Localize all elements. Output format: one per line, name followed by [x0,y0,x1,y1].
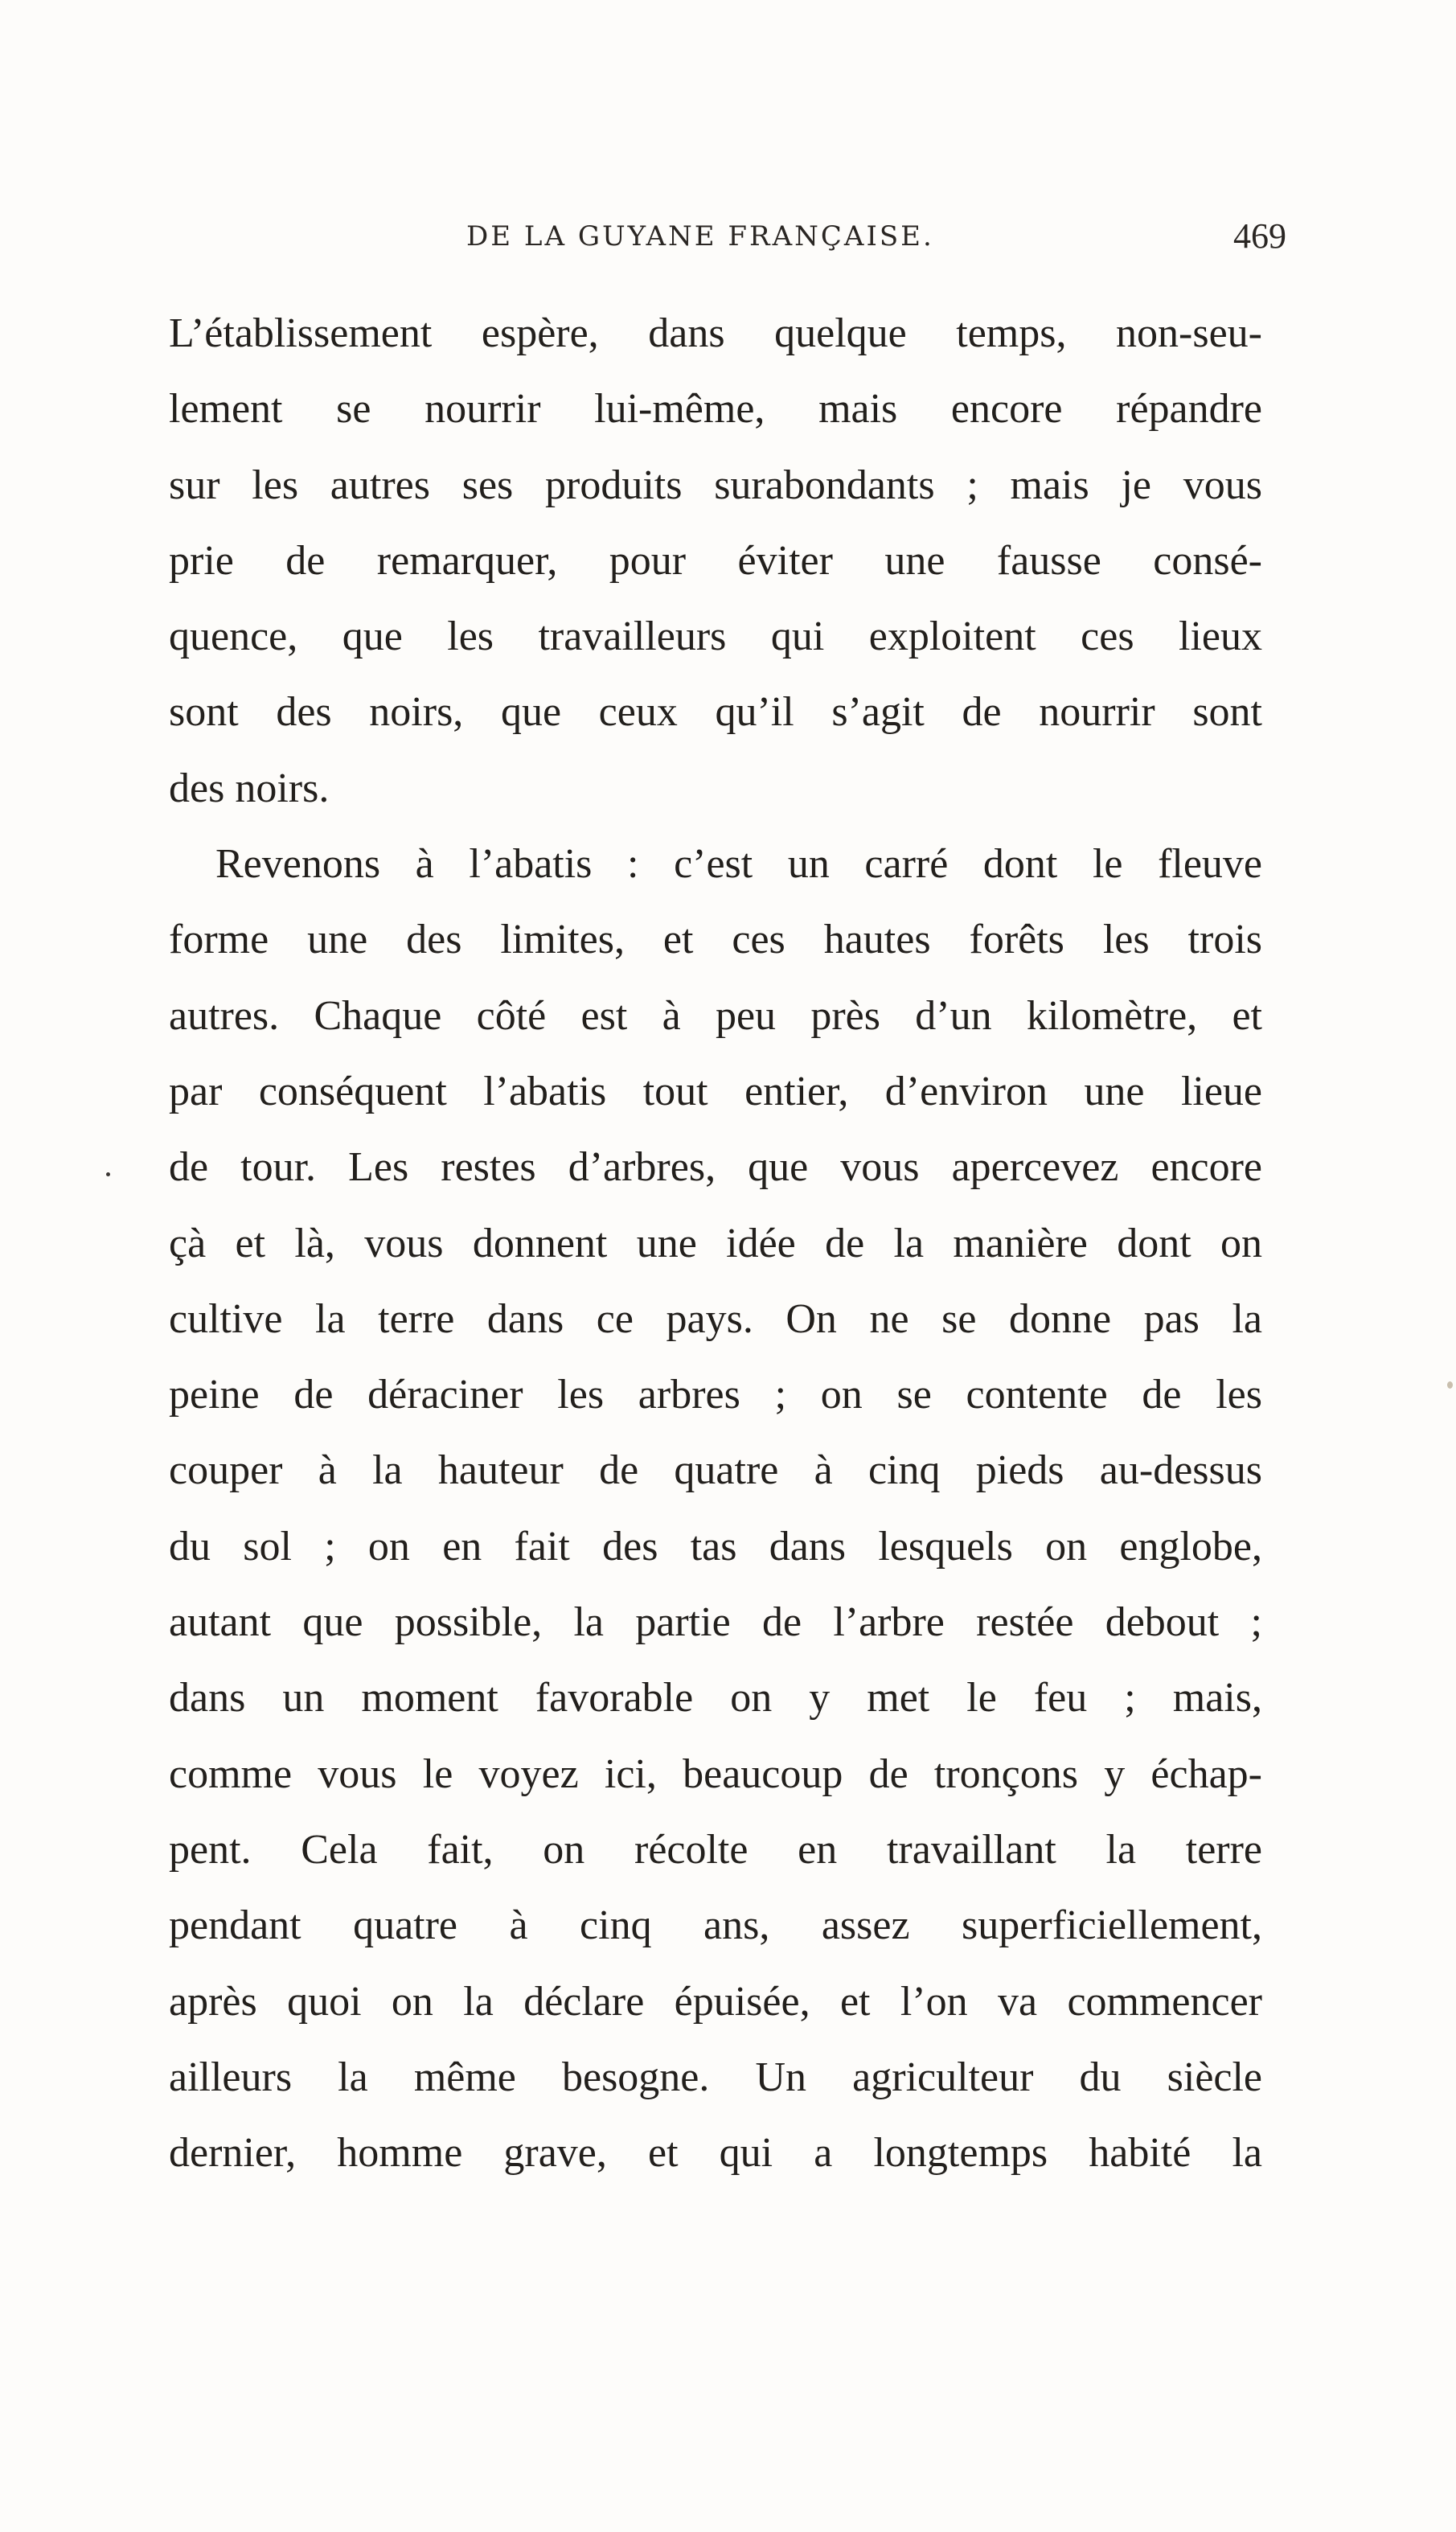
body-text [169,296,1262,2191]
ink-speck [106,1172,110,1176]
text-line: sont des noirs, que ceux qu’il s’agit de nourrir sont [169,689,1262,736]
text-line: L’établissement espère, dans quelque temps, non-seu- [169,310,1262,356]
text-line: du sol ; on en fait des tas dans lesquels on englobe, [169,1523,1262,1570]
text-line: pent. Cela fait, on récolte en travaillant la terre [169,1826,1262,1873]
text-line: couper à la hauteur de quatre à cinq pieds au-dessus [169,1447,1262,1494]
text-line: prie de remarquer, pour éviter une fausse consé- [169,537,1262,584]
text-line: autant que possible, la partie de l’arbre restée debout ; [169,1599,1262,1646]
ink-speck [1447,1381,1453,1389]
text-line: forme une des limites, et ces hautes forêts les trois [169,917,1262,963]
text-line: autres. Chaque côté est à peu près d’un kilomètre, et [169,992,1262,1039]
running-title: DE LA GUYANE FRANÇAISE. [466,220,934,252]
text-line: pendant quatre à cinq ans, assez superficiellement, [169,1902,1262,1949]
text-line: quence, que les travailleurs qui exploitent ces lieux [169,614,1262,660]
text-line: dans un moment favorable on y met le feu ; mais, [169,1675,1262,1722]
text-line: dernier, homme grave, et qui a longtemps habité la [169,2130,1262,2177]
text-line: ailleurs la même besogne. Un agriculteur du siècle [169,2054,1262,2100]
text-line: comme vous le voyez ici, beaucoup de tronçons y échap- [169,1750,1262,1797]
text-line: sur les autres ses produits surabondants ; mais je vous [169,462,1262,508]
text-line: cultive la terre dans ce pays. On ne se donne pas la [169,1295,1262,1342]
page-number: 469 [1233,216,1286,256]
text-line: après quoi on la déclare épuisée, et l’on va commencer [169,1978,1262,2025]
text-line: par conséquent l’abatis tout entier, d’environ une lieue [169,1068,1262,1114]
running-head [169,215,1286,264]
text-line: de tour. Les restes d’arbres, que vous apercevez encore [169,1144,1262,1191]
text-line: des noirs. [169,765,330,811]
text-line: Revenons à l’abatis : c’est un carré dont le fleuve [215,841,1262,888]
text-line: lement se nourrir lui-même, mais encore répandre [169,386,1262,433]
text-line: çà et là, vous donnent une idée de la manière dont on [169,1220,1262,1266]
paragraph-2 [169,827,1262,2191]
text-line: peine de déraciner les arbres ; on se contente de les [169,1372,1262,1418]
paragraph-1 [169,296,1262,827]
